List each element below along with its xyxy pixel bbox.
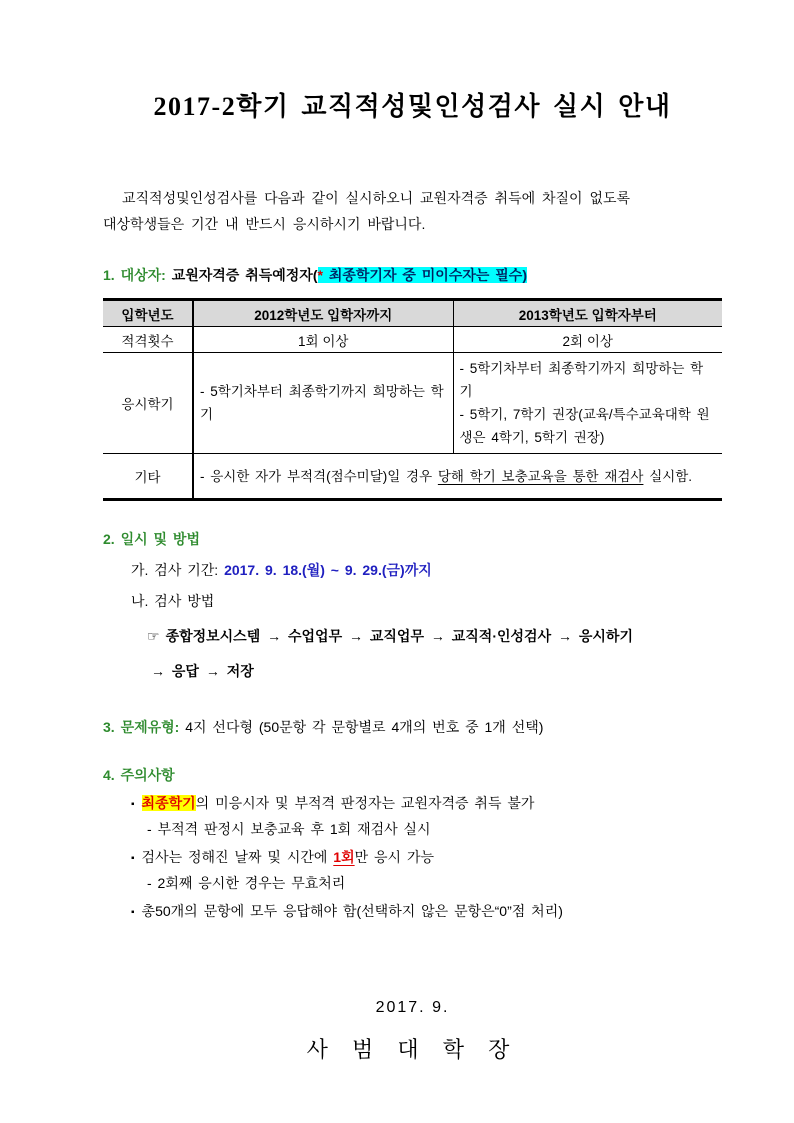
semester-2013-line-1: - 5학기차부터 최종학기까지 희망하는 학기 bbox=[459, 361, 704, 399]
caution-item-2-sub: - 2회째 응시한 경우는 무효처리 bbox=[147, 875, 346, 891]
row-label-eligibility: 적격횟수 bbox=[103, 327, 193, 353]
once-only-red-text: 1회 bbox=[333, 849, 355, 865]
cyan-highlight bbox=[318, 267, 528, 283]
period-label: 가. 검사 기간: bbox=[131, 562, 225, 578]
section-1-target bbox=[103, 265, 722, 285]
caution-item-3 bbox=[131, 901, 722, 921]
caution-item-2-after: 만 응시 가능 bbox=[354, 849, 435, 865]
period-value: 2017. 9. 18.(월) ~ 9. 29.(금)까지 bbox=[224, 562, 432, 578]
table-header-row bbox=[103, 300, 722, 327]
caution-item-2-before: 검사는 정해진 날짜 및 시간에 bbox=[141, 849, 334, 865]
signature-dean: 사 범 대 학 장 bbox=[306, 1037, 519, 1062]
section-2-heading: 2. 일시 및 방법 bbox=[103, 531, 200, 547]
section-3 bbox=[103, 717, 722, 737]
test-period-line bbox=[131, 560, 722, 580]
section-4 bbox=[103, 765, 722, 785]
square-bullet-icon: ▪ bbox=[131, 798, 135, 810]
etc-text-before: - 응시한 자가 부적격(점수미달)일 경우 bbox=[200, 468, 438, 484]
semester-2012: - 5학기차부터 최종학기까지 희망하는 학기 bbox=[193, 353, 453, 454]
section-3-body: 4지 선다형 (50문항 각 문항별로 4개의 번호 중 1개 선택) bbox=[179, 719, 544, 735]
row-label-semester: 응시학기 bbox=[103, 353, 193, 454]
section-2 bbox=[103, 529, 722, 549]
caution-item-1-sub: - 부적격 판정시 보충교육 후 1회 재검사 실시 bbox=[147, 821, 431, 837]
eligibility-2012: 1회 이상 bbox=[193, 327, 453, 353]
caution-item-3-text: 총50개의 문항에 모두 응답해야 함(선택하지 않은 문항은“0”점 처리) bbox=[141, 903, 563, 919]
page-title: 2017-2학기 교직적성및인성검사 실시 안내 bbox=[153, 92, 672, 121]
section-1-lead: 교원자격증 취득예정자( bbox=[165, 267, 318, 283]
header-2013: 2013학년도 입학자부터 bbox=[453, 300, 722, 327]
row-label-etc: 기타 bbox=[103, 454, 193, 500]
intro-line-2: 대상학생들은 기간 내 반드시 응시하시기 바랍니다. bbox=[103, 216, 426, 232]
system-path-line-1 bbox=[147, 626, 722, 646]
square-bullet-icon: ▪ bbox=[131, 852, 135, 864]
header-2012: 2012학년도 입학자까지 bbox=[193, 300, 453, 327]
header-entry-year: 입학년도 bbox=[103, 300, 193, 327]
table-row-semester bbox=[103, 353, 722, 454]
test-method-line: 나. 검사 방법 bbox=[131, 593, 215, 609]
table-row-eligibility bbox=[103, 327, 722, 353]
caution-item-1 bbox=[131, 793, 722, 813]
required-asterisk: * bbox=[317, 267, 329, 283]
etc-underlined: 당해 학기 보충교육을 통한 재검사 bbox=[437, 468, 644, 484]
section-4-heading: 4. 주의사항 bbox=[103, 767, 175, 783]
system-path-line-2: → 응답 → 저장 bbox=[151, 663, 254, 679]
square-bullet-icon: ▪ bbox=[131, 906, 135, 918]
issue-date: 2017. 9. bbox=[375, 999, 450, 1016]
intro-line-1: 교직적성및인성검사를 다음과 같이 실시하오니 교원자격증 취득에 차질이 없도록 bbox=[122, 190, 631, 206]
final-semester-highlight: 최종학기 bbox=[141, 795, 196, 811]
pointer-hand-icon: ☞ bbox=[147, 628, 160, 644]
path-text-1: 종합정보시스템 → 수업업무 → 교직업무 → 교직적·인성검사 → 응시하기 bbox=[165, 628, 633, 644]
intro-paragraph bbox=[103, 185, 722, 237]
document-footer bbox=[103, 999, 722, 1064]
semester-2013 bbox=[453, 353, 722, 454]
section-1-heading: 1. 대상자: bbox=[103, 267, 166, 283]
target-table bbox=[103, 298, 722, 501]
eligibility-2013: 2회 이상 bbox=[453, 327, 722, 353]
caution-item-1-text: 의 미응시자 및 부적격 판정자는 교원자격증 취득 불가 bbox=[195, 795, 535, 811]
caution-item-2 bbox=[131, 847, 722, 867]
etc-cell bbox=[193, 454, 722, 500]
etc-text-after: 실시함. bbox=[643, 468, 693, 484]
highlight-text: 최종학기자 중 미이수자는 필수) bbox=[328, 267, 527, 283]
semester-2013-line-2: - 5학기, 7학기 권장(교육/특수교육대학 원생은 4학기, 5학기 권장) bbox=[459, 407, 710, 445]
section-3-heading: 3. 문제유형: bbox=[103, 719, 180, 735]
table-row-etc bbox=[103, 454, 722, 500]
